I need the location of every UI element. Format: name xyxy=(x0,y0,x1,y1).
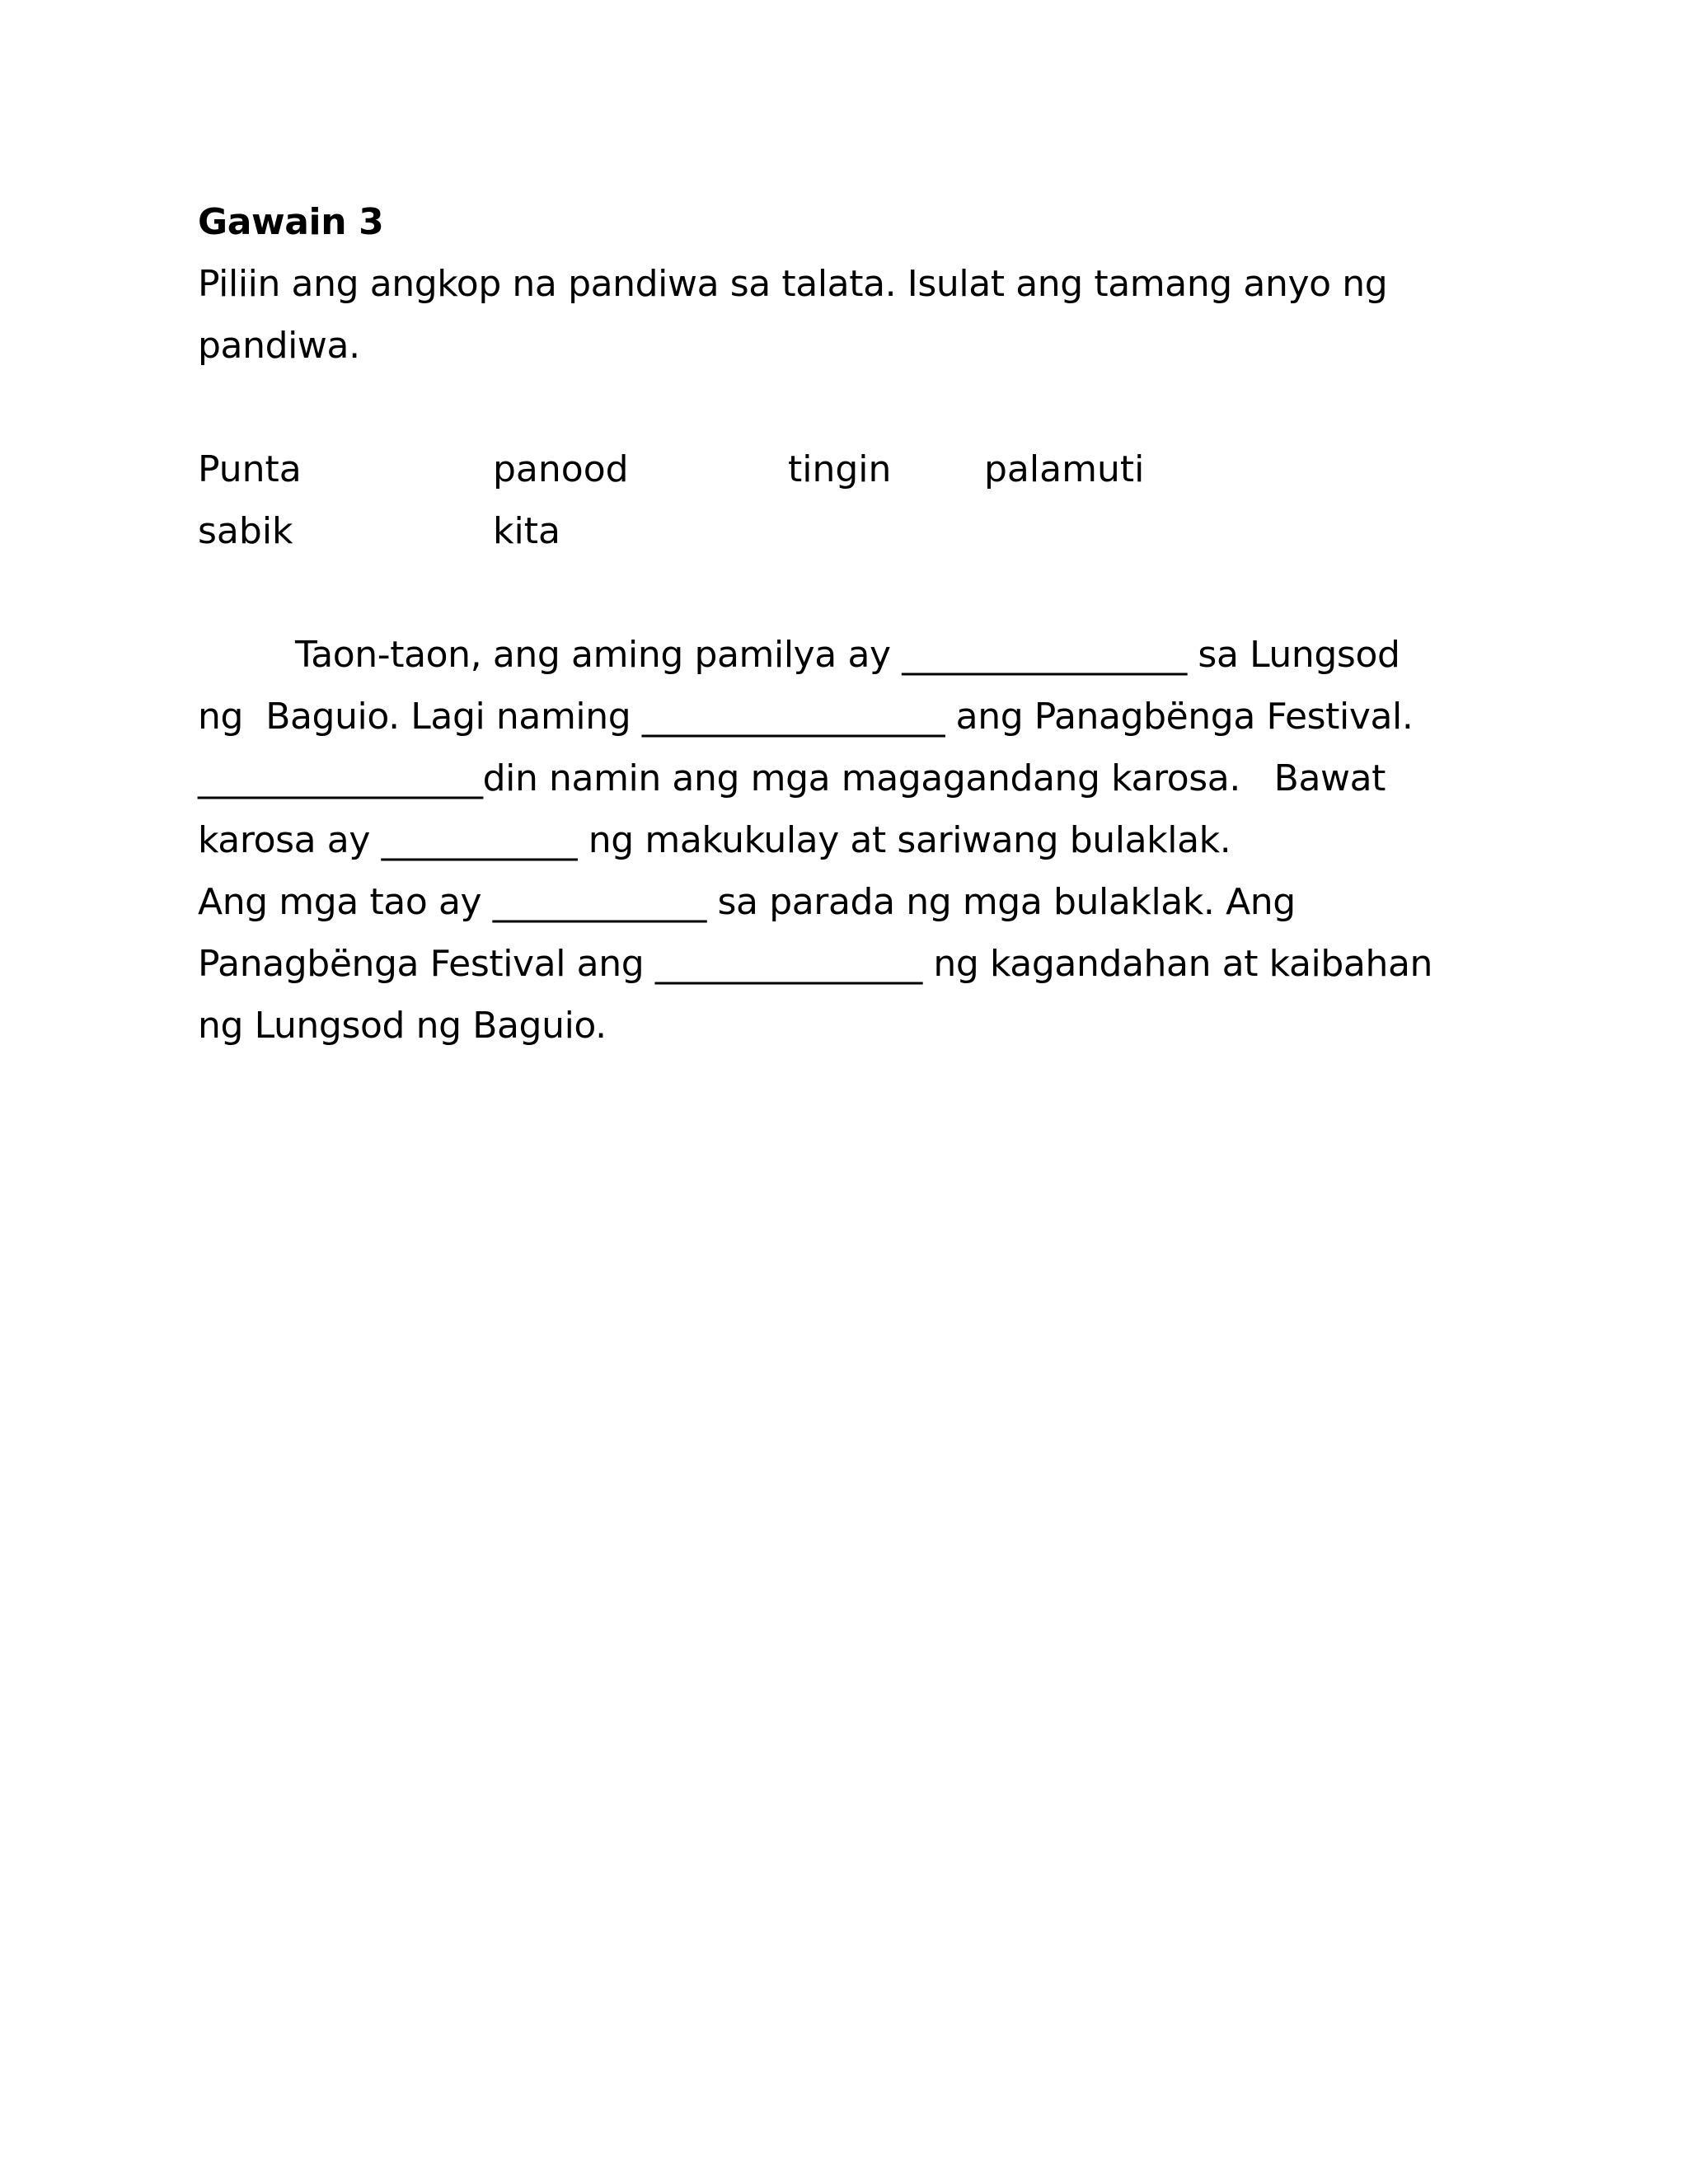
paragraph-line-1: Taon-taon, ang aming pamilya ay ________________ sa Lungsod xyxy=(295,634,1400,676)
word-bank-item: kita xyxy=(493,510,560,552)
word-bank-item: palamuti xyxy=(984,448,1145,490)
word-bank-item: panood xyxy=(493,448,629,490)
paragraph-line-7: ng Lungsod ng Baguio. xyxy=(198,1005,607,1047)
paragraph-line-6: Panagbënga Festival ang _______________ ng kagandahan at kaibahan xyxy=(198,943,1432,985)
instruction-line-1: Piliin ang angkop na pandiwa sa talata. Isulat ang tamang anyo ng xyxy=(198,263,1388,305)
word-bank-item: tingin xyxy=(788,448,892,490)
paragraph-line-5: Ang mga tao ay ____________ sa parada ng mga bulaklak. Ang xyxy=(198,881,1296,923)
word-bank-item: Punta xyxy=(198,448,302,490)
paragraph-line-4: karosa ay ___________ ng makukulay at sariwang bulaklak. xyxy=(198,819,1231,861)
activity-title: Gawain 3 xyxy=(198,201,384,243)
paragraph-line-3: ________________din namin ang mga magagandang karosa. Bawat xyxy=(198,757,1386,799)
word-bank-item: sabik xyxy=(198,510,293,552)
instruction-line-2: pandiwa. xyxy=(198,325,360,367)
paragraph-line-2: ng Baguio. Lagi naming _________________ ang Panagbënga Festival. xyxy=(198,696,1414,738)
